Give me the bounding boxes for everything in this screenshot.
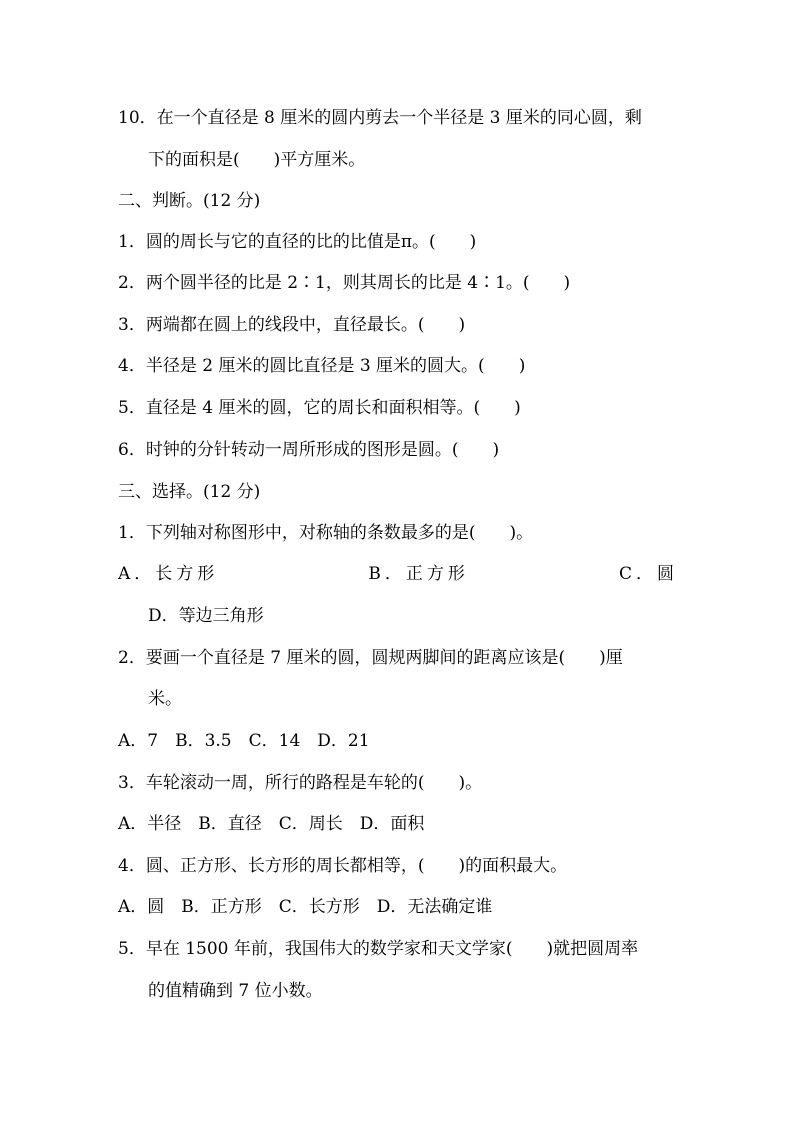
question-10-line-2: 下的面积是( )平方厘米。 (148, 150, 366, 170)
choice-1-stem: 1．下列轴对称图形中，对称轴的条数最多的是( )。 (118, 523, 534, 543)
judge-item-3: 3．两端都在圆上的线段中，直径最长。( ) (118, 315, 466, 335)
judge-item-5: 5．直径是 4 厘米的圆，它的周长和面积相等。( ) (118, 398, 521, 418)
choice-1-option-d: D．等边三角形 (148, 606, 264, 626)
judge-item-1: 1．圆的周长与它的直径的比的比值是π。( ) (118, 232, 477, 252)
choice-4-options: A．圆 B．正方形 C．长方形 D．无法确定谁 (118, 897, 493, 917)
section-3-heading: 三、选择。(12 分) (118, 482, 261, 502)
choice-2-stem-line-1: 2．要画一个直径是 7 厘米的圆，圆规两脚间的距离应该是( )厘 (118, 648, 623, 668)
judge-item-6: 6．时钟的分针转动一周所形成的图形是圆。( ) (118, 440, 500, 460)
choice-3-stem: 3．车轮滚动一周，所行的路程是车轮的( )。 (118, 773, 483, 793)
choice-1-option-c: C．圆 (618, 564, 678, 584)
judge-item-4: 4．半径是 2 厘米的圆比直径是 3 厘米的圆大。( ) (118, 356, 526, 376)
judge-item-2: 2．两个圆半径的比是 2∶1，则其周长的比是 4∶1。( ) (118, 273, 571, 293)
section-2-heading: 二、判断。(12 分) (118, 191, 261, 211)
choice-4-stem: 4．圆、正方形、长方形的周长都相等，( )的面积最大。 (118, 856, 568, 876)
choice-5-stem-line-1: 5．早在 1500 年前，我国伟大的数学家和天文学家( )就把圆周率 (118, 939, 639, 959)
choice-2-options: A．7 B．3.5 C．14 D．21 (118, 731, 370, 751)
choice-1-options-row (118, 559, 678, 589)
choice-1-option-b: B．正方形 (368, 564, 469, 584)
choice-5-stem-line-2: 的值精确到 7 位小数。 (148, 981, 323, 1001)
question-10-line-1: 10．在一个直径是 8 厘米的圆内剪去一个半径是 3 厘米的同心圆，剩 (118, 108, 642, 128)
choice-1-option-a: A．长方形 (118, 564, 219, 584)
choice-2-stem-line-2: 米。 (148, 689, 182, 709)
choice-3-options: A．半径 B．直径 C．周长 D．面积 (118, 814, 425, 834)
